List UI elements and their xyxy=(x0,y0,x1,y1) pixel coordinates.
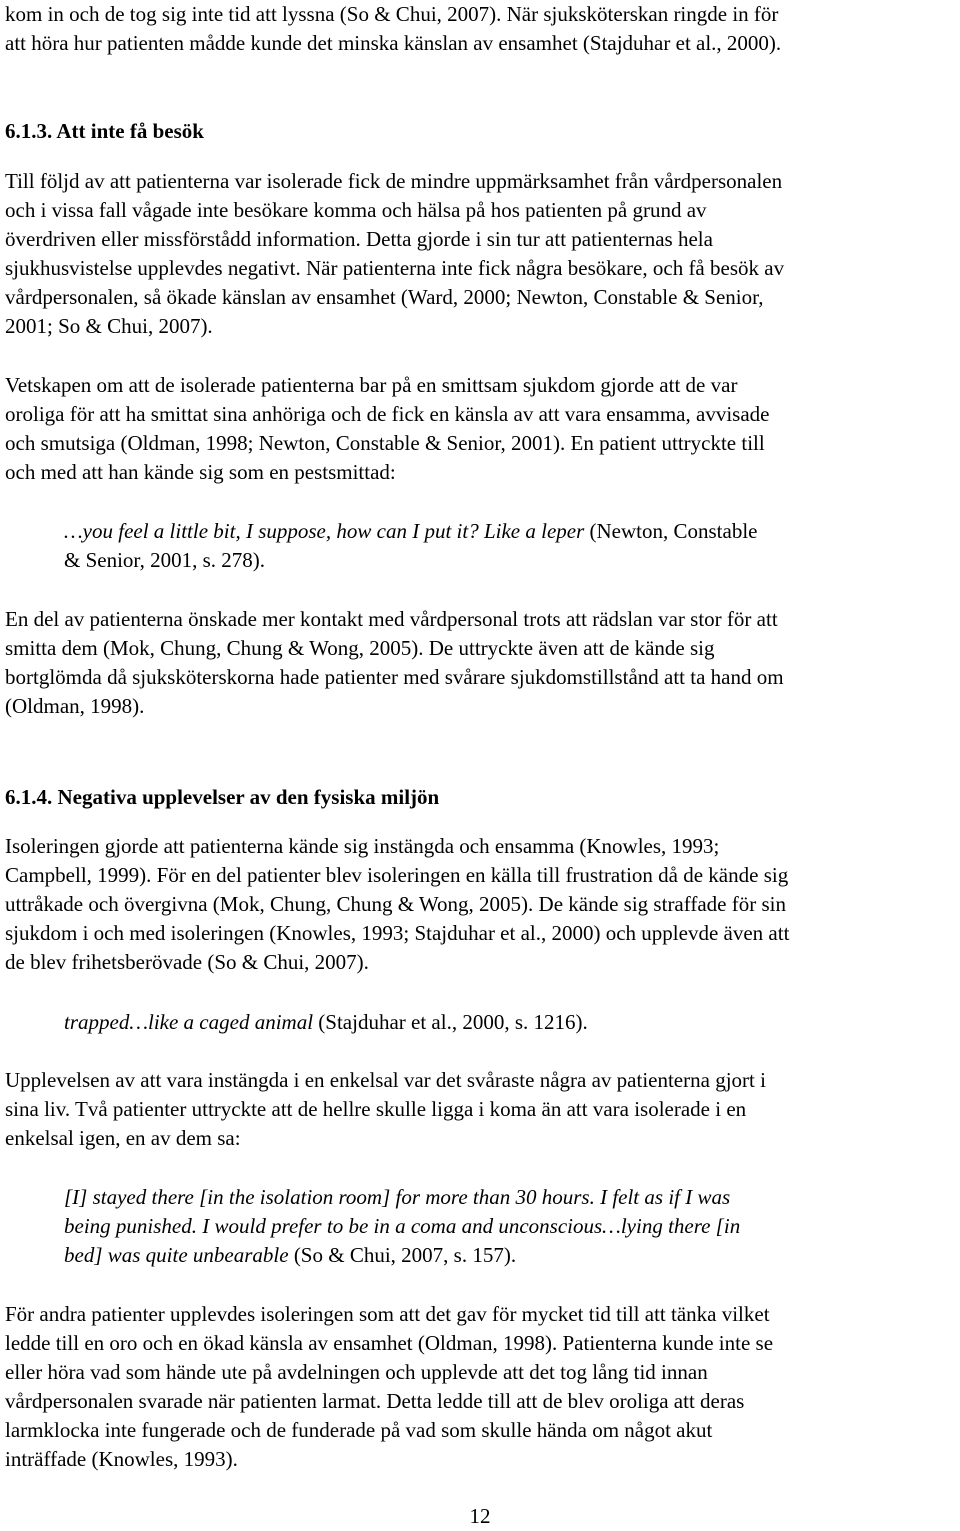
quote-italic: …you feel a little bit, I suppose, how can I put it? Like a leper xyxy=(64,519,585,543)
body-text-line: sjukhusvistelse upplevdes negativt. När patienterna inte fick några besökare, och få besök av xyxy=(5,256,785,280)
body-text-line: Campbell, 1999). För en del patienter blev isoleringen en källa till frustration då de kände sig xyxy=(5,863,789,887)
quote-italic: bed] was quite unbearable xyxy=(64,1243,289,1267)
section-heading-6-1-4 xyxy=(5,783,439,812)
body-text-line: och med att han kände sig som en pestsmittad: xyxy=(5,460,396,484)
body-text-line: Isoleringen gjorde att patienterna kände sig instängda och ensamma (Knowles, 1993; xyxy=(5,834,720,858)
quote-citation: (So & Chui, 2007, s. 157). xyxy=(288,1243,517,1267)
body-text-line: 2001; So & Chui, 2007). xyxy=(5,314,213,338)
body-text-line: inträffade (Knowles, 1993). xyxy=(5,1447,238,1471)
body-text-line: Vetskapen om att de isolerade patienterna bar på en smittsam sjukdom gjorde att de var xyxy=(5,373,738,397)
block-quote-line xyxy=(64,1008,588,1037)
body-text-line: sjukdom i och med isoleringen (Knowles, 1993; Stajduhar et al., 2000) och upplevde även att xyxy=(5,921,790,945)
body-text-line: (Oldman, 1998). xyxy=(5,694,145,718)
block-quote-line xyxy=(64,517,758,546)
section-heading-6-1-3 xyxy=(5,117,204,146)
body-text-line: vårdpersonalen, så ökade känslan av ensamhet (Ward, 2000; Newton, Constable & Senior, xyxy=(5,285,764,309)
body-text-line: vårdpersonalen svarade när patienten larmat. Detta ledde till att de blev oroliga att deras xyxy=(5,1389,745,1413)
body-text-line: kom in och de tog sig inte tid att lyssna (So & Chui, 2007). När sjuksköterskan ringde in för xyxy=(5,2,779,26)
quote-citation: (Stajduhar et al., 2000, s. 1216). xyxy=(313,1010,588,1034)
section-title: Att inte få besök xyxy=(56,119,204,143)
block-quote-line: & Senior, 2001, s. 278). xyxy=(64,548,265,572)
body-text-line: uttråkade och övergivna (Mok, Chung, Chung & Wong, 2005). De kände sig straffade för sin xyxy=(5,892,786,916)
body-text-line: de blev frihetsberövade (So & Chui, 2007). xyxy=(5,950,369,974)
body-text-line: och i vissa fall vågade inte besökare komma och hälsa på hos patienten på grund av xyxy=(5,198,707,222)
body-text-line: larmklocka inte fungerade och de funderade på vad som skulle hända om något akut xyxy=(5,1418,713,1442)
body-text-line: och smutsiga (Oldman, 1998; Newton, Constable & Senior, 2001). En patient uttryckte till xyxy=(5,431,765,455)
section-number: 6.1.4. xyxy=(5,785,53,809)
body-text-line: oroliga för att ha smittat sina anhöriga och de fick en känsla av att vara ensamma, avvisade xyxy=(5,402,770,426)
block-quote-line xyxy=(64,1241,516,1270)
block-quote-line: [I] stayed there [in the isolation room] for more than 30 hours. I felt as if I was xyxy=(64,1185,731,1209)
body-text-line: Upplevelsen av att vara instängda i en enkelsal var det svåraste några av patienterna gjort i xyxy=(5,1068,766,1092)
body-text-line: sina liv. Två patienter uttryckte att de hellre skulle ligga i koma än att vara isolerade i en xyxy=(5,1097,747,1121)
section-number: 6.1.3. xyxy=(5,119,53,143)
body-text-line: För andra patienter upplevdes isoleringen som att det gav för mycket tid till att tänka vilket xyxy=(5,1302,770,1326)
quote-citation: (Newton, Constable xyxy=(584,519,758,543)
quote-italic: trapped…like a caged animal xyxy=(64,1010,314,1034)
body-text-line: En del av patienterna önskade mer kontakt med vårdpersonal trots att rädslan var stor för att xyxy=(5,607,778,631)
block-quote-line: being punished. I would prefer to be in a coma and unconscious…lying there [in xyxy=(64,1214,741,1238)
body-text-line: smitta dem (Mok, Chung, Chung & Wong, 2005). De uttryckte även att de kände sig xyxy=(5,636,715,660)
body-text-line: att höra hur patienten mådde kunde det minska känslan av ensamhet (Stajduhar et al., 2000). xyxy=(5,31,782,55)
body-text-line: Till följd av att patienterna var isolerade fick de mindre uppmärksamhet från vårdpersonalen xyxy=(5,169,783,193)
body-text-line: enkelsal igen, en av dem sa: xyxy=(5,1126,241,1150)
body-text-line: överdriven eller missförstådd information. Detta gjorde i sin tur att patienternas hela xyxy=(5,227,713,251)
page-number: 12 xyxy=(469,1504,491,1528)
body-text-line: eller höra vad som hände ute på avdelningen och upplevde att det tog lång tid innan xyxy=(5,1360,708,1384)
section-title: Negativa upplevelser av den fysiska miljön xyxy=(57,785,440,809)
body-text-line: ledde till en oro och en ökad känsla av ensamhet (Oldman, 1998). Patienterna kunde inte se xyxy=(5,1331,774,1355)
body-text-line: bortglömda då sjuksköterskorna hade patienter med svårare sjukdomstillstånd att ta hand om xyxy=(5,665,784,689)
